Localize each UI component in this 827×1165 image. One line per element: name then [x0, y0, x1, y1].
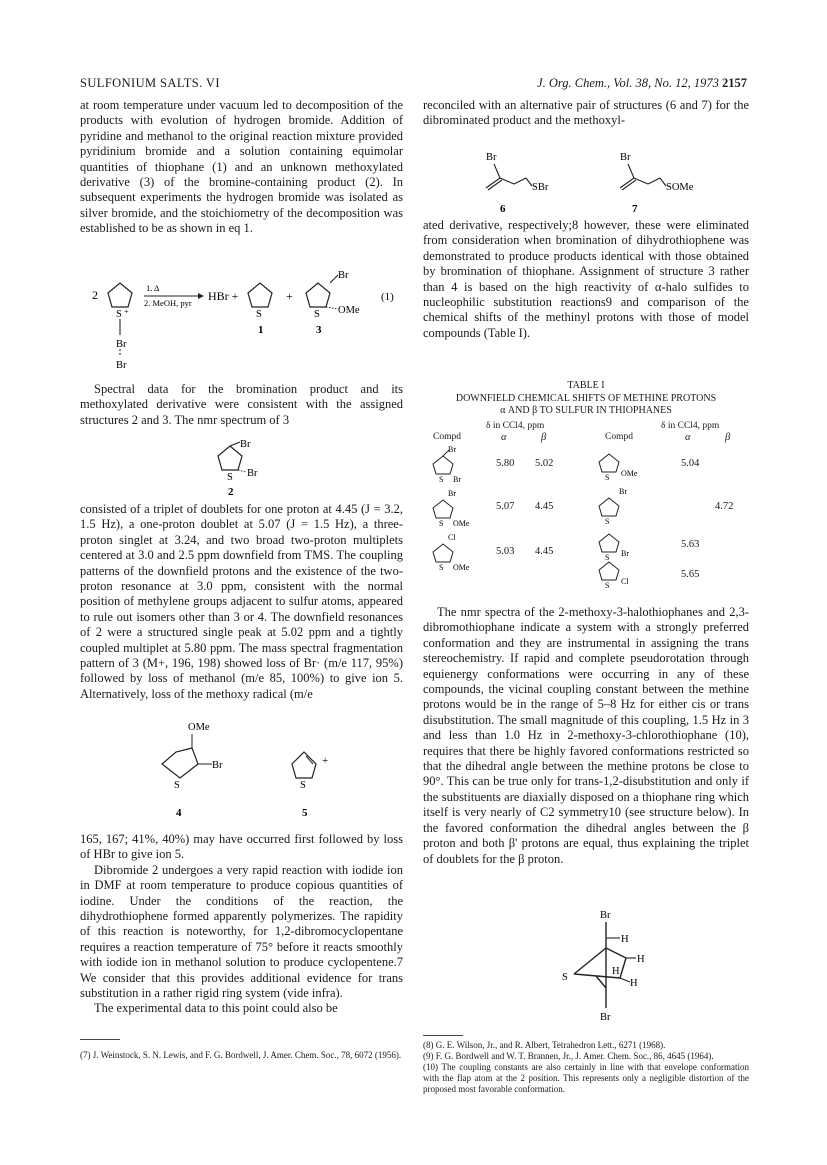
bromine-atom: Br [621, 549, 629, 558]
footnote-rule [423, 1035, 463, 1036]
paragraph: reconciled with an alternative pair of structures (6 and 7) for the dibrominated product and the methoxyl- [423, 98, 749, 128]
table-cell: 4.45 [535, 546, 554, 557]
paragraph: Spectral data for the bromination product and its methoxylated derivative were consistent with the assigned structures 2 and 3. The nmr spectrum of 3 [80, 382, 403, 427]
sulfur-atom: S [439, 563, 444, 572]
paragraph: The experimental data to this point could also be [94, 1001, 338, 1016]
compound-label-7: 7 [632, 203, 638, 215]
footnotes-right [423, 1040, 749, 1095]
favored-conformation [560, 908, 700, 1028]
methoxy-group: OMe [453, 563, 470, 572]
footnote-9: (9) F. G. Bordwell and W. T. Brannen, Jr., J. Amer. Chem. Soc., 86, 4645 (1964). [423, 1051, 714, 1061]
sulfenate-group: SOMe [666, 182, 694, 193]
table-cell: 5.63 [681, 539, 700, 550]
bromine-atom: Br [600, 1012, 611, 1023]
sulfur-atom: S [605, 581, 610, 590]
table-cell: 5.07 [496, 501, 515, 512]
footnote-10: (10) The coupling constants are also certainly in line with that envelope conformation with the flap atom at the 2 position. This represents only a negligible distortion of the proposed most favorable conformation. [423, 1062, 749, 1094]
page-number: 2157 [722, 76, 747, 90]
table-caption-line1: DOWNFIELD CHEMICAL SHIFTS OF METHINE PROTONS [455, 392, 717, 404]
plus-sign: + [286, 289, 293, 303]
table-values [423, 446, 749, 596]
table-number: TABLE I [567, 380, 605, 391]
paragraph: 165, 167; 41%, 40%) may have occurred first followed by loss of HBr to give ion 5. [80, 832, 403, 862]
bromine-atom: Br [448, 489, 456, 498]
right-column-part1 [423, 98, 749, 129]
sulfur-atom: S [116, 309, 122, 320]
beta-header-left: β [541, 432, 547, 443]
bromine-atom: Br [448, 446, 456, 454]
bromine-atom: Br [600, 910, 611, 921]
equation-number: (1) [381, 291, 394, 303]
left-column-part1 [80, 98, 403, 237]
left-column-part2 [80, 382, 403, 428]
sulfur-atom: S [314, 309, 320, 320]
sulfur-atom: S [300, 780, 306, 791]
hydrogen-atom: H [637, 954, 645, 965]
table-cell: 5.03 [496, 546, 515, 557]
footnote-8: (8) G. E. Wilson, Jr., and R. Albert, Tetrahedron Lett., 6271 (1968). [423, 1040, 666, 1050]
shift-header-left: δ in CCl4, ppm [486, 421, 545, 431]
compound-label-2: 2 [228, 486, 234, 498]
structure-2 [200, 438, 300, 498]
paragraph: at room temperature under vacuum led to decomposition of the products with evolution of hydrogen bromide. Addition of pyridine and methanol to the original reaction mixture provided pyridinium bromide and a solution containing equimolar quantities of thiophane (1) and an unknown methoxylated derivative (3) of the bromine-containing product (2). In subsequent experiments the hydrogen bromide was isolated as silver bromide, and the stoichiometry of the decomposition was established to be as shown in eq 1. [80, 98, 403, 236]
paragraph: consisted of a triplet of doublets for one proton at 4.45 (J = 3.2, 1.5 Hz), a one-proton doublet at 5.07 (J = 1.5 Hz), a three-proton singlet at 3.24, and two broad two-proton multiplets centered at 3.0 and 2.5 ppm downfield from TMS. The coupling patterns of the downfield protons and the existence of the two-proton resonance at 3.0 ppm, consistent with the normal position of methylene groups adjacent to sulfur atoms, appeared to rule out isomers other than 3 or 4. The downfield resonances of 2 were a structured single peak at 5.02 ppm and a tightly coupled multiplet at 5.80 ppm. The mass spectral fragmentation pattern of 3 (M+, 196, 198) showed loss of Br· (m/e 117, 95%) followed by loss of methanol (m/e 85, 100%) to give ion 5. Alternatively, loss of the methoxy radical (m/e [80, 502, 403, 701]
paragraph: The nmr spectra of the 2-methoxy-3-halothiophanes and 2,3-dibromothiophane indicate a system with a strongly preferred conformation and they are instrumental in assigning the trans stereochemistry. If rapid and complete pseudorotation through equienergy conformations were occurring in any of these compounds, the vicinal coupling constant between the methine protons would be in the range of 5–8 Hz for either cis or trans disubstitution. The small magnitude of this coupling, 1.5 Hz in 3 and less than 1.0 Hz in 2-methoxy-3-chlorothiophane (10), requires that there be highly favored conformations restricted so that the dihedral angle between the methine protons be close to 90°. This can be true only for trans-1,2-disubstitution and only if the substituents are diaxially disposed on a thiophane ring which itself is very nearly of C2 symmetry10 (see structure below). In the favored conformation the dihedral angles between the β proton and both β' protons are equal, thus explaining the triplet of doublets for the β proton. [423, 605, 749, 866]
bromine-atom: Br [247, 468, 258, 479]
beta-header-right: β [725, 432, 731, 443]
compound-label-3: 3 [316, 324, 322, 336]
table-cell: 5.65 [681, 569, 700, 580]
chlorine-atom: Cl [621, 577, 629, 586]
methoxy-group: OMe [621, 469, 638, 478]
table-cell: 5.04 [681, 458, 700, 469]
bromine-atom: Br [338, 270, 349, 281]
table-cell: 4.72 [715, 501, 734, 512]
cation-charge: + [322, 755, 329, 767]
right-column-part2 [423, 218, 749, 341]
sulfenyl-bromide-group: SBr [532, 182, 549, 193]
methoxy-group: OMe [453, 519, 470, 528]
journal-name: J. Org. Chem., Vol. 38, No. 12, 1973 [537, 76, 719, 90]
hydrogen-atom: H [621, 934, 629, 945]
sulfur-atom: S [605, 517, 610, 526]
shift-header-right: δ in CCl4, ppm [661, 421, 720, 431]
footnote-rule [80, 1039, 120, 1040]
methoxy-group: OMe [338, 305, 360, 316]
table-title [423, 380, 749, 418]
hydrogen-atom: H [630, 978, 638, 989]
sulfur-atom: S [227, 472, 233, 483]
equation-1-scheme [80, 265, 410, 370]
right-column-part3 [423, 605, 749, 867]
methoxy-group: OMe [188, 722, 210, 733]
bromine-atom: Br [453, 475, 461, 484]
paragraph: ated derivative, respectively;8 however, these were eliminated from consideration when bromination of dihydrothiophene was demonstrated to produce products identical with those obtained by bromination of thiophane. Assignment of structure 3 rather than 4 is based on the high reactivity of α-halo sulfides to nucleophilic substitution reactions9 and comparison of the chemical shifts of the methinyl protons with those of model compounds (Table I). [423, 218, 749, 340]
structures-4-5 [140, 720, 360, 825]
journal-citation [537, 76, 747, 91]
hbr-product: HBr + [208, 289, 239, 303]
sulfur-atom: S [605, 553, 610, 562]
bromine-atom: Br [240, 439, 251, 450]
footnote-7: (7) J. Weinstock, S. N. Lewis, and F. G. Bordwell, J. Amer. Chem. Soc., 78, 6072 (1956). [80, 1050, 402, 1060]
sulfur-atom: S [256, 309, 262, 320]
coefficient: 2 [92, 288, 98, 302]
condition-1: 1. Δ [146, 283, 160, 293]
condition-2: 2. MeOH, pyr [144, 298, 192, 308]
bromine-atom: Br [619, 487, 627, 496]
bromine-atom: Br [116, 339, 127, 350]
bromine-atom: Br [212, 760, 223, 771]
sulfur-atom: S [439, 519, 444, 528]
hydrogen-atom: H [612, 966, 620, 977]
compound-label-1: 1 [258, 324, 264, 336]
structures-6-7 [470, 148, 730, 218]
table-cell: 5.80 [496, 458, 515, 469]
bromine-atom: Br [620, 152, 631, 163]
sulfur-atom: S [605, 473, 610, 482]
running-head: SULFONIUM SALTS. VI [80, 76, 220, 90]
table-cell: 4.45 [535, 501, 554, 512]
table-cell: 5.02 [535, 458, 554, 469]
compound-label-4: 4 [176, 807, 182, 819]
alpha-header-left: α [501, 432, 507, 443]
sulfur-atom: S [562, 972, 568, 983]
compd-header-left: Compd [433, 432, 461, 442]
sulfur-atom: S [439, 475, 444, 484]
compound-label-5: 5 [302, 807, 308, 819]
compound-label-6: 6 [500, 203, 506, 215]
bromine-atom: Br [486, 152, 497, 163]
alpha-header-right: α [685, 432, 691, 443]
left-column-part3 [80, 502, 403, 702]
left-column-part4 [80, 832, 403, 1017]
sulfur-atom: S [174, 780, 180, 791]
paragraph: Dibromide 2 undergoes a very rapid reaction with iodide ion in DMF at room temperature to produce copious quantities of iodine. Under the conditions of the reaction, the dihydrothiophene formed apparently polymerizes. The rapidity of this reaction is noteworthy, for 1,2-dibromocyclopentane requires a reaction temperature of 75° before it reacts smoothly with iodide ion in methanol solution to produce cyclopentene.7 We consider that this provides additional evidence for trans substitution in a rather rigid ring system (vide infra). [80, 862, 403, 1001]
bromide-ion: Br [116, 360, 127, 370]
compd-header-right: Compd [605, 432, 633, 442]
chlorine-atom: Cl [448, 533, 456, 542]
table-caption-line2: α AND β TO SULFUR IN THIOPHANES [500, 405, 672, 416]
svg-text:+: + [124, 307, 129, 316]
